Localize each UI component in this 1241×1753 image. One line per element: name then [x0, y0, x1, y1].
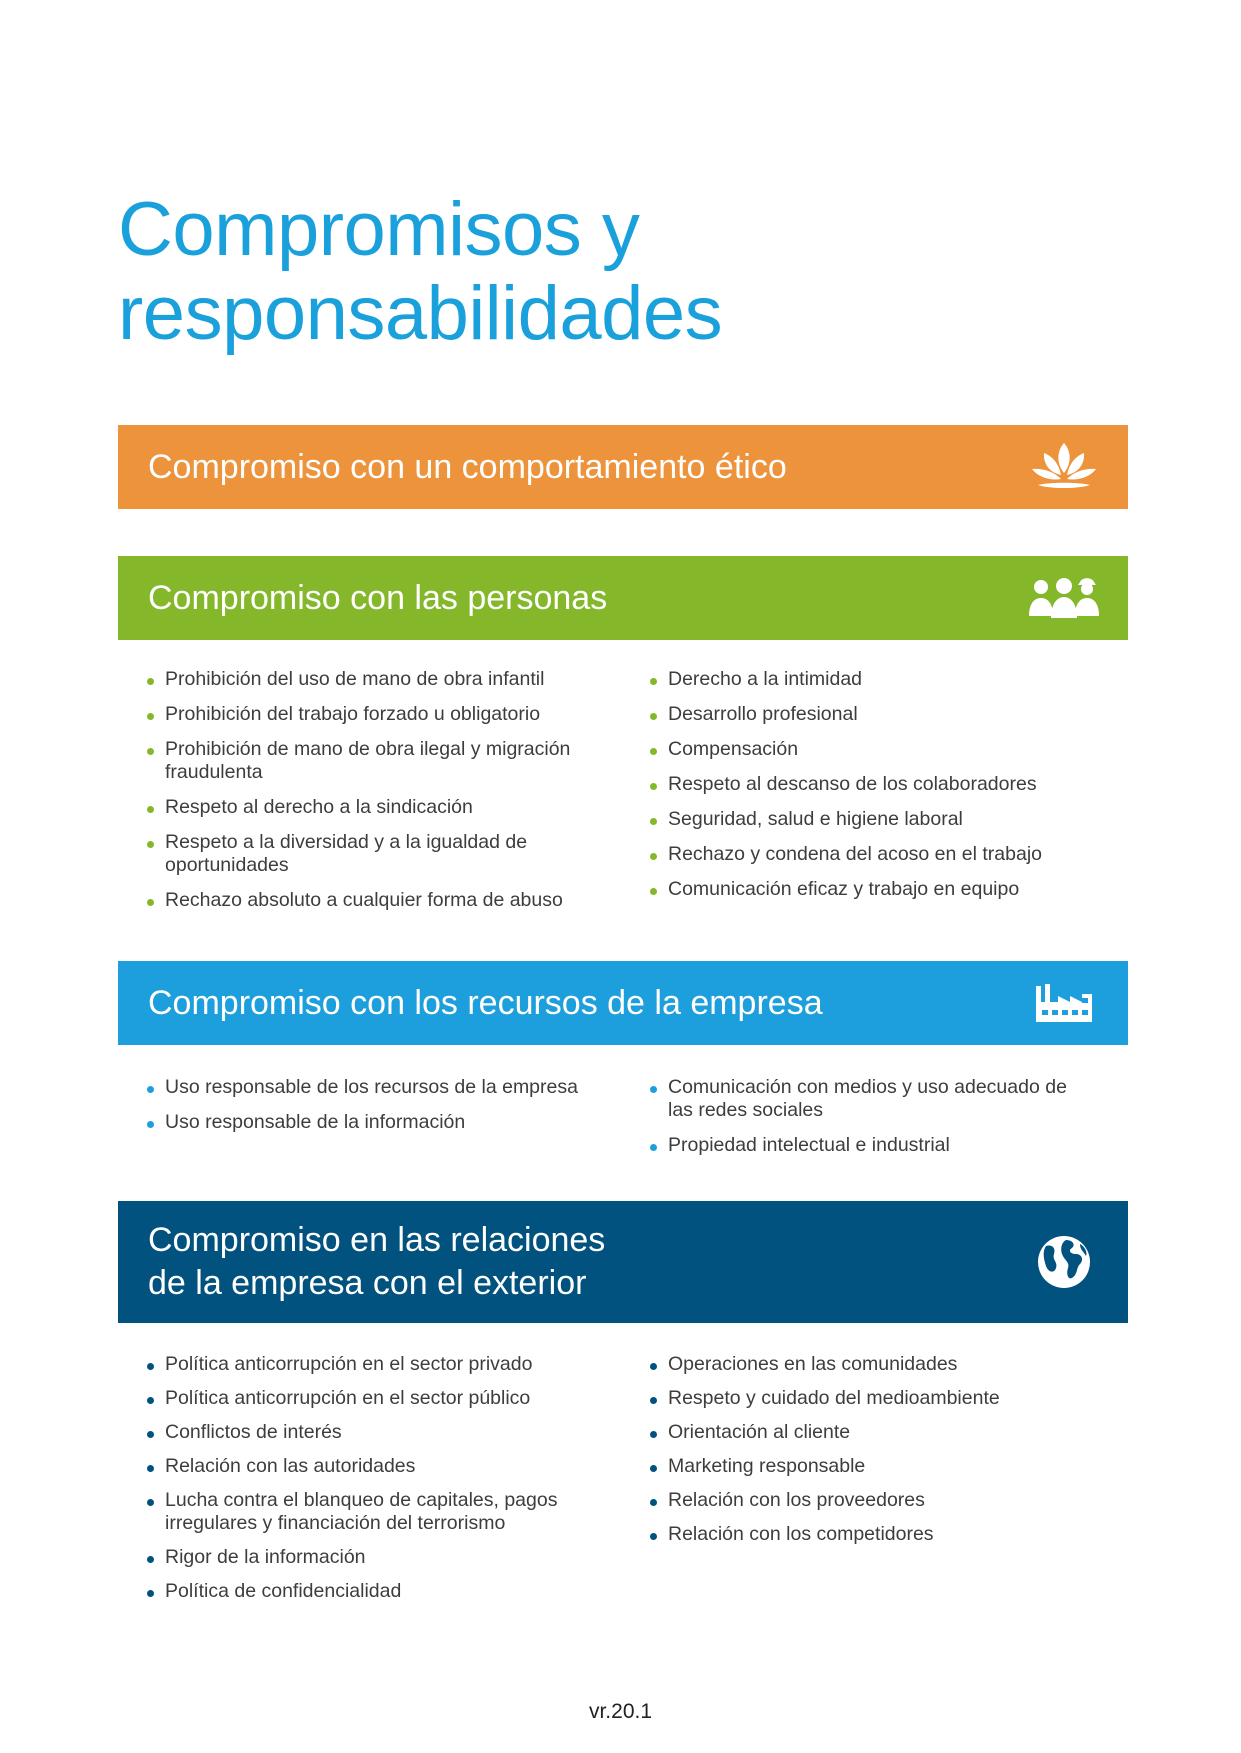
list-item: Respeto y cuidado del medioambiente	[650, 1387, 1120, 1410]
list-item: Uso responsable de la información	[147, 1111, 617, 1134]
list-item: Marketing responsable	[650, 1455, 1120, 1478]
section-header-recursos	[118, 961, 1128, 1045]
list-item: Conflictos de interés	[147, 1421, 617, 1444]
personas-list-right	[650, 668, 1120, 913]
factory-icon	[1028, 973, 1100, 1033]
recursos-list-right	[650, 1076, 1070, 1169]
list-item: Rigor de la información	[147, 1546, 617, 1569]
section-title-exterior	[148, 1219, 605, 1305]
list-item: Uso responsable de los recursos de la empresa	[147, 1076, 617, 1099]
list-item: Política anticorrupción en el sector público	[147, 1387, 617, 1410]
list-item: Respeto al derecho a la sindicación	[147, 796, 617, 819]
lotus-icon	[1028, 437, 1100, 497]
list-item: Rechazo absoluto a cualquier forma de abuso	[147, 889, 617, 912]
list-item: Prohibición del uso de mano de obra infantil	[147, 668, 617, 691]
section-title-recursos: Compromiso con los recursos de la empresa	[148, 983, 823, 1022]
page-title-line-2: responsabilidades	[118, 271, 723, 356]
section-header-exterior	[118, 1201, 1128, 1323]
list-item: Relación con las autoridades	[147, 1455, 617, 1478]
globe-icon	[1028, 1232, 1100, 1292]
list-item: Prohibición de mano de obra ilegal y migración fraudulenta	[147, 738, 617, 784]
list-item: Política anticorrupción en el sector privado	[147, 1353, 617, 1376]
list-item: Lucha contra el blanqueo de capitales, pagos irregulares y financiación del terrorismo	[147, 1489, 617, 1535]
list-item: Compensación	[650, 738, 1120, 761]
list-item: Orientación al cliente	[650, 1421, 1120, 1444]
list-item: Política de confidencialidad	[147, 1580, 617, 1603]
exterior-list-right	[650, 1353, 1120, 1557]
version-label: vr.20.1	[588, 1700, 653, 1723]
section-title-personas: Compromiso con las personas	[148, 578, 608, 617]
list-item: Propiedad intelectual e industrial	[650, 1134, 1070, 1157]
list-item: Respeto al descanso de los colaboradores	[650, 773, 1120, 796]
list-item: Respeto a la diversidad y a la igualdad de oportunidades	[147, 831, 617, 877]
list-item: Comunicación eficaz y trabajo en equipo	[650, 878, 1120, 901]
section-header-personas	[118, 556, 1128, 640]
exterior-list-left	[147, 1353, 617, 1614]
page-title	[118, 188, 1018, 356]
list-item: Desarrollo profesional	[650, 703, 1120, 726]
people-icon	[1028, 568, 1100, 628]
page-title-line-1: Compromisos y	[118, 187, 640, 272]
section-title-exterior-line-2: de la empresa con el exterior	[148, 1264, 587, 1302]
list-item: Relación con los competidores	[650, 1523, 1120, 1546]
list-item: Prohibición del trabajo forzado u obligatorio	[147, 703, 617, 726]
section-title-etico: Compromiso con un comportamiento ético	[148, 447, 787, 486]
personas-list-left	[147, 668, 617, 924]
list-item: Seguridad, salud e higiene laboral	[650, 808, 1120, 831]
list-item: Relación con los proveedores	[650, 1489, 1120, 1512]
recursos-list-left	[147, 1076, 617, 1146]
list-item: Derecho a la intimidad	[650, 668, 1120, 691]
list-item: Rechazo y condena del acoso en el trabajo	[650, 843, 1120, 866]
list-item: Operaciones en las comunidades	[650, 1353, 1120, 1376]
section-header-etico	[118, 425, 1128, 509]
list-item: Comunicación con medios y uso adecuado de las redes sociales	[650, 1076, 1070, 1122]
section-title-exterior-line-1: Compromiso en las relaciones	[148, 1221, 606, 1259]
